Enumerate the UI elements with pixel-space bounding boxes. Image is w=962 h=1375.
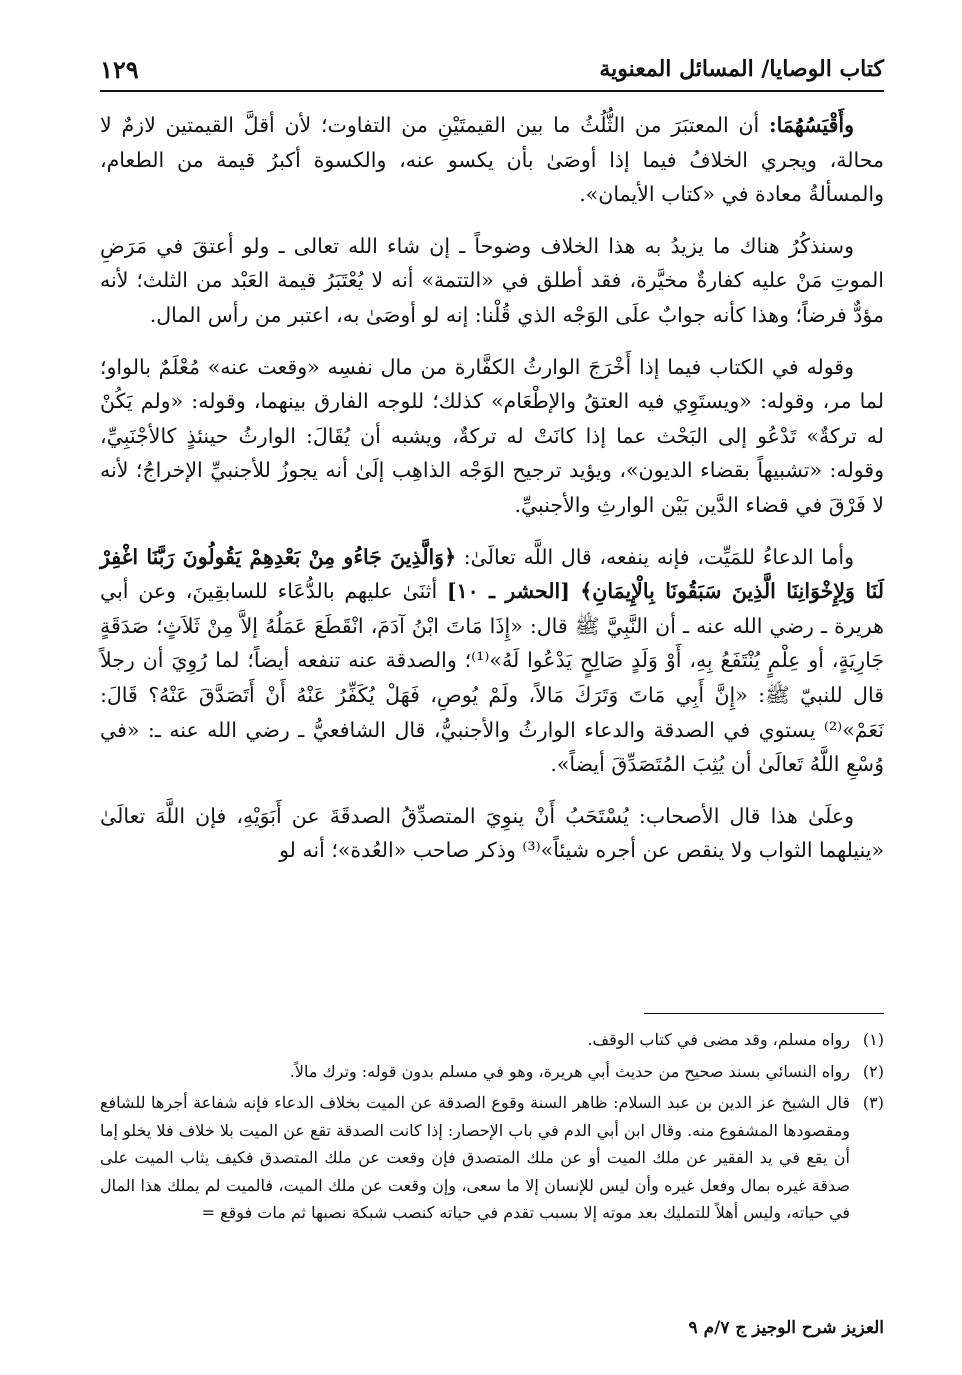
paragraph-1-text: أن المعتبَرَ من الثُّلُثُ ما بين القيمتَيْنِ من التفاوت؛ لأن أقلَّ القيمتين لازمٌ لا محالة، ويجري الخلافُ فيما إذا أوصَىٰ بأن يكسو عنه، والكسوة أكبرُ قيمة من الطعام، والمسألةُ معادة في «كتاب الأيمان».	[100, 113, 884, 207]
footnote-mark: (٢)	[862, 1061, 884, 1081]
footnote-text: رواه مسلم، وقد مضى في كتاب الوقف.	[587, 1030, 850, 1049]
footnote-mark: (١)	[862, 1030, 884, 1049]
paragraph-4-text-a: وأما الدعاءُ للمَيِّت، فإنه ينفعه، قال اللَّه تعالَىٰ:	[456, 544, 854, 569]
paragraph-4-text-b: أثنَىٰ عليهم بالدُّعَاء للسابقِينَ، وعن أبي هريرة ـ رضي الله عنه ـ أن النَّبِيَّ ﷺ قال: «إِذَا مَاتَ ابْنُ آدَمَ، انْقَطَعَ عَمَلُهُ إلاَّ مِنْ ثَلاَثٍ؛ صَدَقَةٍ جَارِيَةٍ، أو عِلْمٍ يُنْتَفَعُ بِهِ، أَوْ وَلَدٍ صَالِحٍ يَدْعُوا لَهُ»⁽¹⁾؛ والصدقة عنه تنفعه أيضاً؛ لما رُوِيَ أن رجلاً قال للنبيّ ﷺ: «إِنَّ أَبِي مَاتَ وَتَرَكَ مَالاً، ولَمْ يُوصِ، فَهَلْ يُكَفِّرُ عَنْهُ أَنْ أَتَصَدَّقَ عَنْهُ؟ قَالَ: نَعَمْ»⁽²⁾ يستوي في الصدقة والدعاء الوارثُ والأجنبيُّ، قال الشافعيُّ ـ رضي الله عنه ـ: «في وُسْعِ اللَّهُ تَعالَىٰ أن يُثِبَ المُتَصَدِّقَ أيضاً».	[100, 579, 884, 777]
paragraph-3: وقوله في الكتاب فيما إذا أَخْرَجَ الوارثُ الكفَّارة من مال نفسِه «وقعت عنه» مُعْلَمٌ بالواو؛ لما مر، وقوله: «ويستَوِي فيه العتقُ والإطْعَام» كذلك؛ للوجه الفارق بينهما، وقوله: «ولم يَكُنْ له تركةٌ» تَدْعُو إلى البَحْث عما إذا كانَتْ له تركةٌ، ويشبه أن يُقَالَ: الوارثُ حينئذٍ كالأجْنَبِيِّ، وقوله: «تشبيهاً بقضاء الديون»، ويؤيد ترجيح الوَجْه الذاهِب إلَىٰ أنه يجوزُ للأجنبيِّ الإخراجُ؛ لأنه لا فَرْقَ في قضاء الدَّين بَيْن الوارثِ والأجنبيِّ.	[100, 354, 884, 517]
paragraph-4	[100, 540, 884, 782]
footnote-text: قال الشيخ عز الدين بن عبد السلام: ظاهر السنة وقوع الصدقة عن الميت بخلاف الدعاء فإنه شفاعة أجرها للشافع ومقصودها المشفوع منه. وقال ابن أبي الدم في باب الإحصار: إذا كانت الصدقة تقع عن الميت بلا خلاف فلا يخلو إما أن يقع في يد الفقير عن ملك الميت أو عن ملك المتصدق فإن وقعت عن ملك المتصدق فكيف يثاب الميت على صدقة غيره بمال وفعل غيره وأن ليس للإنسان إلا ما سعى، وإن وقعت عن ملك الميت، فالميت لم يملك هذا المال في حياته، وليس أهلاً للتمليك بعد موته إلا بسبب تقدم في حياته كنصب شبكة نصبها ثم مات فوقع =	[100, 1093, 851, 1222]
page-number: ١٢٩	[100, 54, 139, 84]
footnote-separator	[644, 1013, 884, 1014]
footnote	[100, 1089, 884, 1227]
footnotes	[100, 1026, 884, 1231]
footnote-text: رواه النسائي بسند صحيح من حديث أبي هريرة، وهو في مسلم بدون قوله: وترك مالاً.	[289, 1061, 850, 1081]
running-header	[100, 48, 884, 92]
paragraph-5: وعلَىٰ هذا قال الأصحاب: يُسْتَحَبُ أَنْ ينوِيَ المتصدِّقُ الصدقَةَ عن أَبَوَيْهِ، فإن اللَّهَ تعالَىٰ «ينيلهما الثواب ولا ينقص عن أجره شيئاً»⁽³⁾ وذكر صاحب «العُدة»؛ أنه لو	[100, 803, 884, 863]
footnote-mark: (٣)	[862, 1093, 884, 1112]
chapter-title: كتاب الوصايا/ المسائل المعنوية	[599, 56, 884, 82]
paragraph-1-lead: وأَقْيَسُهُمَا:	[769, 113, 854, 137]
quran-verse: ﴿وَالَّذِينَ جَاءُو مِنْ بَعْدِهِمْ يَقُولُونَ رَبَّنَا اغْفِرْ لَنَا وَلِإِخْوَانِنَا الَّذِينَ سَبَقُونَا بِالْإِيمَانِ﴾ [الحشر ـ ١٠]	[100, 544, 885, 604]
footnote	[100, 1026, 884, 1054]
main-text	[100, 108, 884, 885]
footnote	[100, 1058, 884, 1086]
page-footer: العزيز شرح الوجيز ج ٧/م ٩	[688, 1318, 884, 1338]
paragraph-2: وسنذكُرُ هناك ما يزيدُ به هذا الخلاف وضوحاً ـ إن شاء الله تعالى ـ ولو أعتقَ في مَرَضِ الموتِ مَنْ عليه كفارةٌ مخيَّرة، فقد أطلق في «التتمة» أنه لا يُعْتَبَرُ قيمة العَبْد من الثلث؛ لأنه مؤدٌّ فرضاً؛ وهذا كأنه جوابٌ علَى الوَجْه الذي قُلْنا: إنه لو أوصَىٰ به، اعتبر من رأس المال.	[100, 233, 884, 327]
paragraph-1	[100, 108, 884, 212]
